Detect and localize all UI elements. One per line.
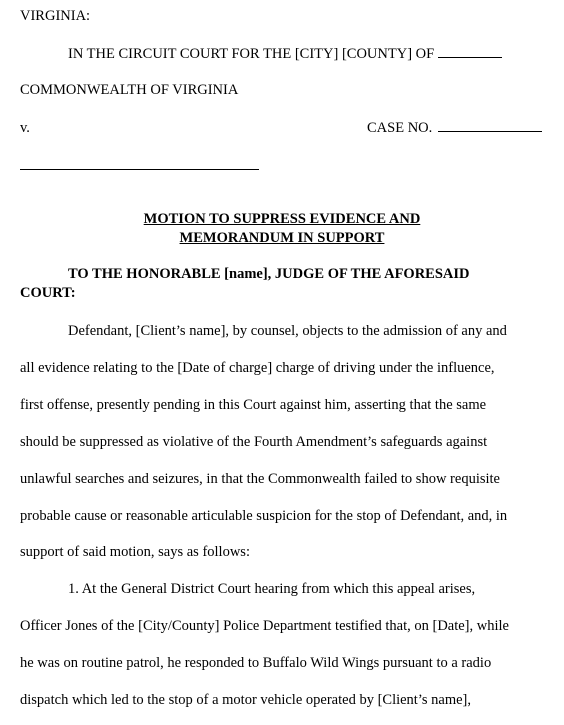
paragraph-line: all evidence relating to the [Date of charge] charge of driving under the influence, xyxy=(20,360,495,376)
item-line: Officer Jones of the [City/County] Police Department testified that, on [Date], while xyxy=(20,618,509,634)
document-title-line-2: MEMORANDUM IN SUPPORT xyxy=(179,230,385,246)
item-line: dispatch which led to the stop of a motor vehicle operated by [Client’s name], xyxy=(20,692,471,708)
versus-label: v. xyxy=(20,120,30,136)
paragraph-line: unlawful searches and seizures, in that the Commonwealth failed to show requisite xyxy=(20,471,500,487)
court-name: IN THE CIRCUIT COURT FOR THE [CITY] [COUNTY] OF xyxy=(68,46,435,62)
paragraph-line: first offense, presently pending in this Court against him, asserting that the same xyxy=(20,397,487,413)
document-title-line-1: MOTION TO SUPPRESS EVIDENCE AND xyxy=(143,211,421,227)
case-number-blank xyxy=(438,119,542,132)
plaintiff-name: COMMONWEALTH OF VIRGINIA xyxy=(20,82,239,98)
paragraph-line: Defendant, [Client’s name], by counsel, objects to the admission of any and xyxy=(68,323,507,339)
item-line: he was on routine patrol, he responded to Buffalo Wild Wings pursuant to a radio xyxy=(20,655,492,671)
paragraph-line: probable cause or reasonable articulable suspicion for the stop of Defendant, and, in xyxy=(20,508,508,524)
defendant-name-blank xyxy=(20,169,259,170)
case-number-label: CASE NO. xyxy=(367,120,433,136)
court-locality-blank xyxy=(438,45,502,58)
address-line-1: TO THE HONORABLE [name], JUDGE OF THE AFORESAID xyxy=(68,266,470,282)
item-line: 1. At the General District Court hearing from which this appeal arises, xyxy=(68,581,476,597)
paragraph-line: should be suppressed as violative of the Fourth Amendment’s safeguards against xyxy=(20,434,488,450)
state-heading: VIRGINIA: xyxy=(20,8,91,24)
court-line xyxy=(68,45,502,63)
address-line-2: COURT: xyxy=(20,285,76,301)
paragraph-line: support of said motion, says as follows: xyxy=(20,544,250,560)
case-number xyxy=(367,119,542,137)
